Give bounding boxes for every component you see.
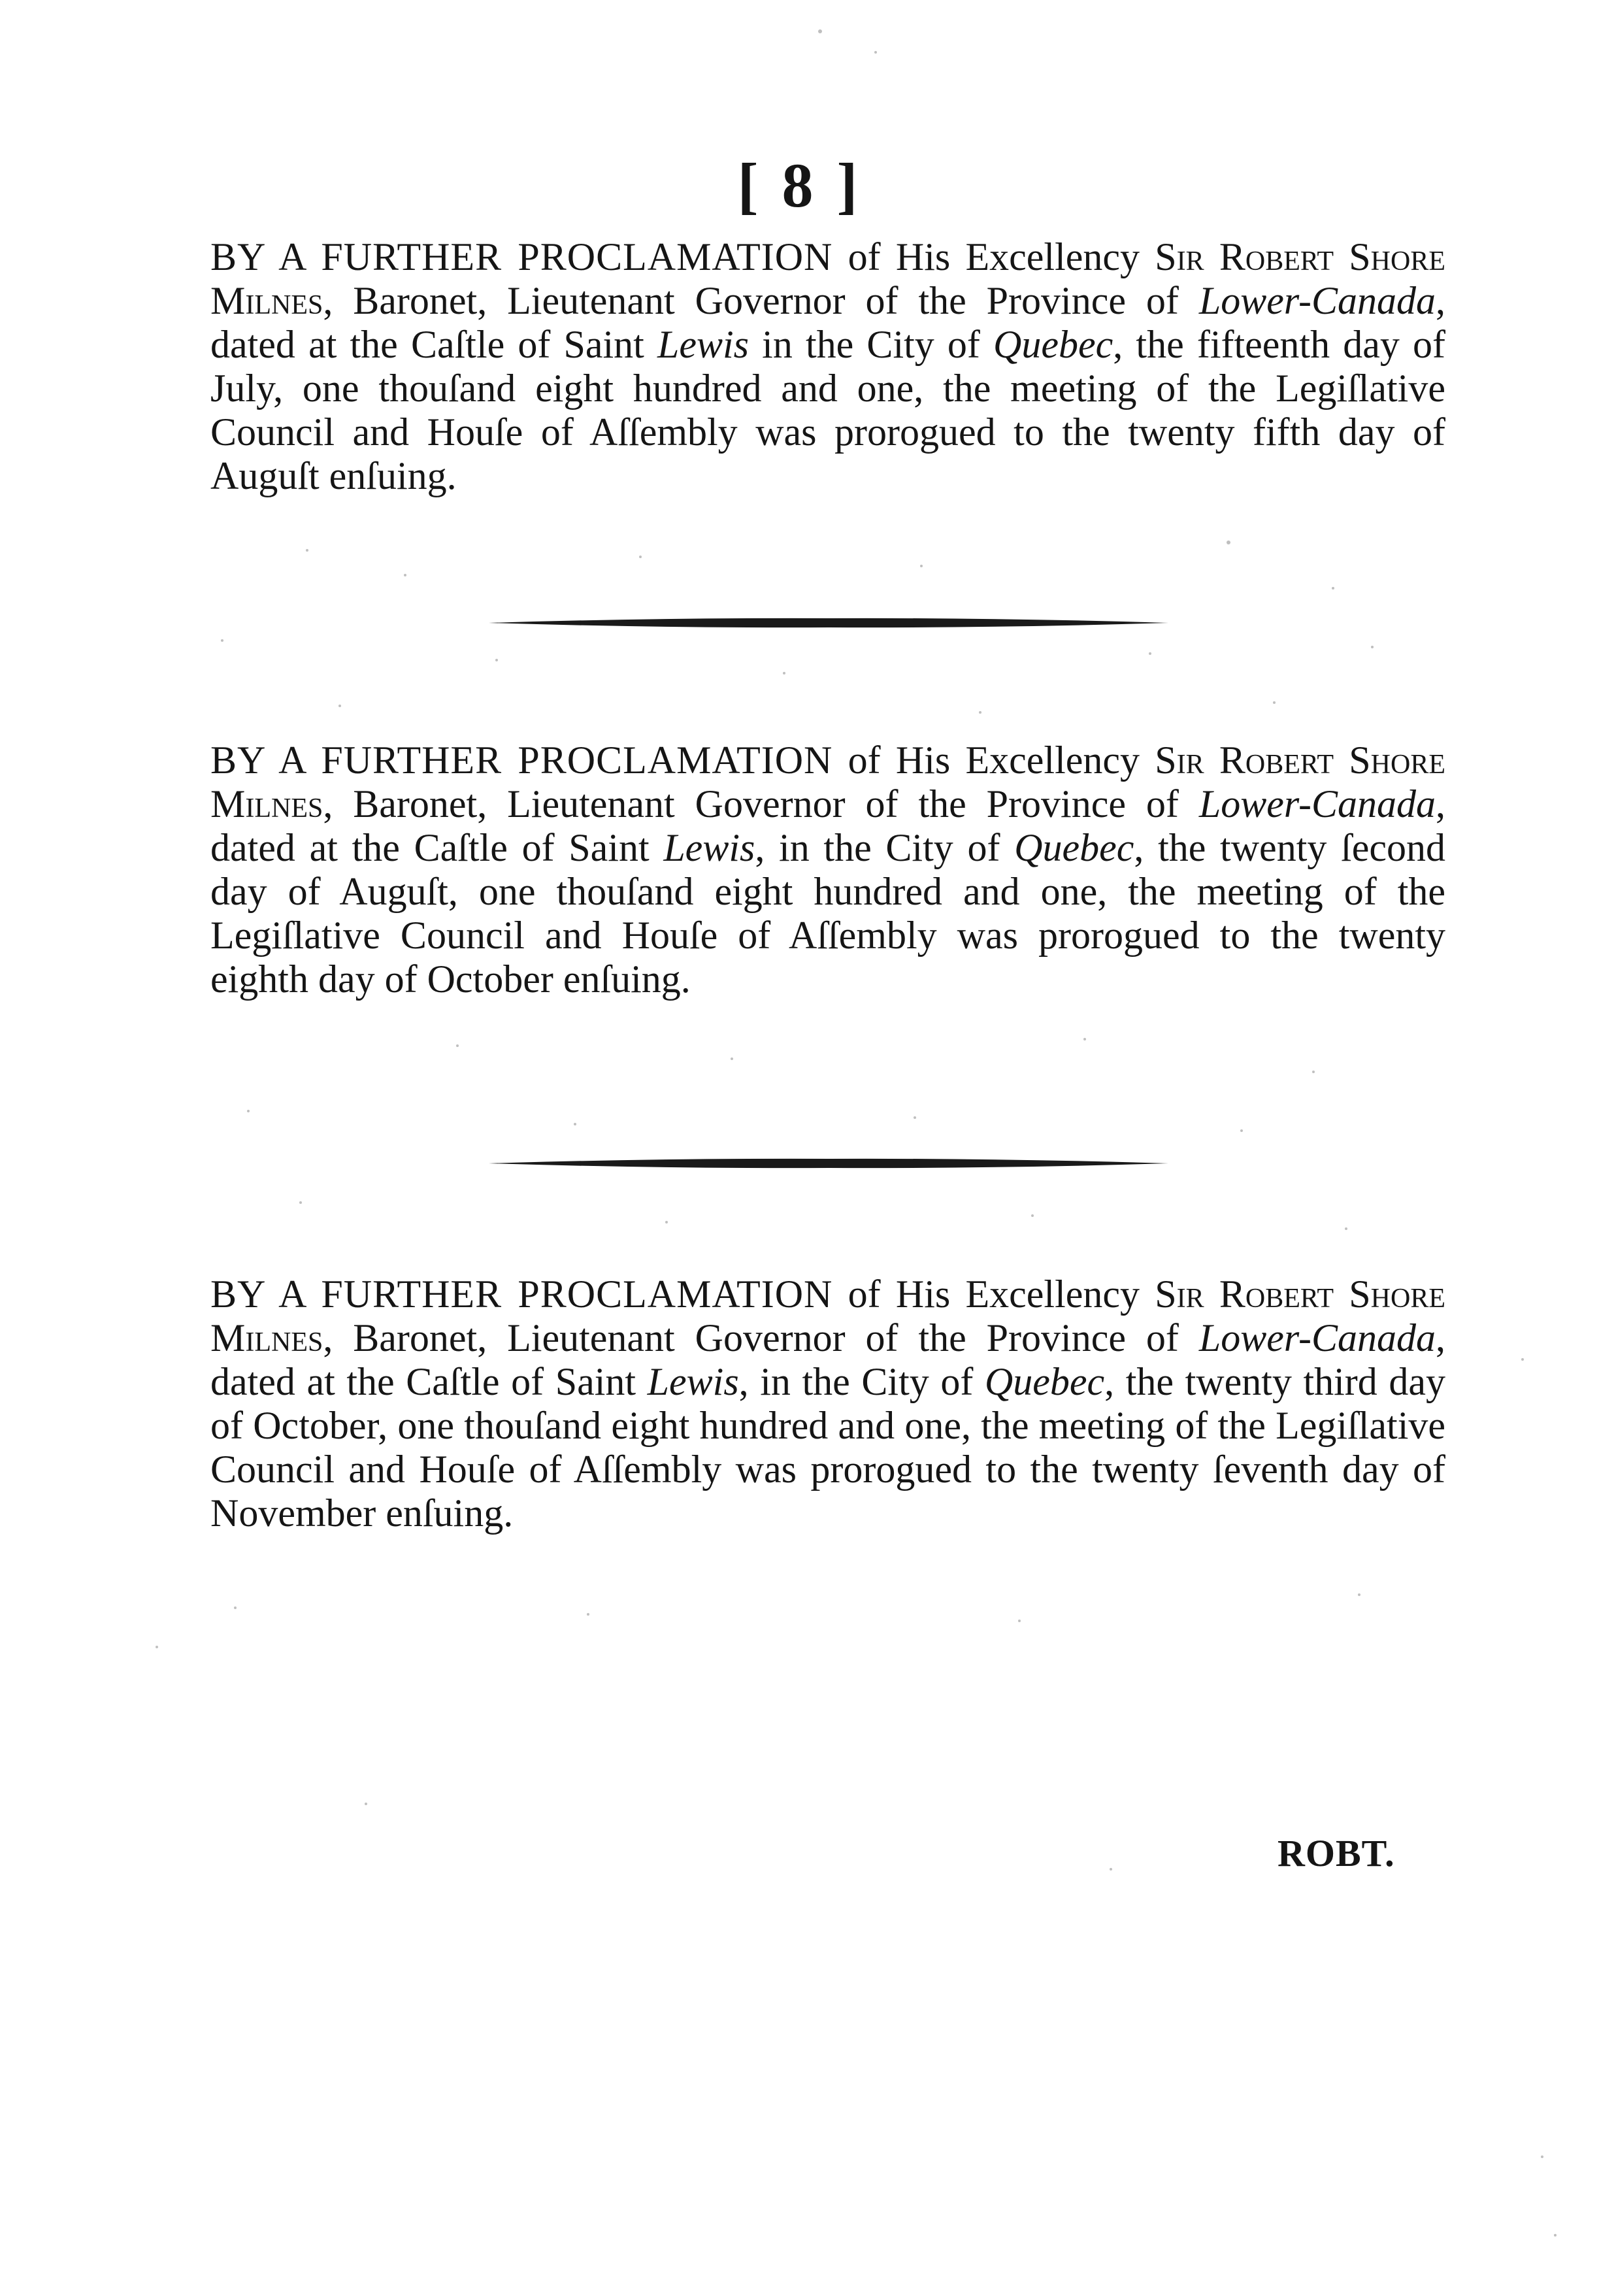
proclamation-1-text-3: , dated at the Caſtle of Saint xyxy=(210,279,1445,366)
proclamation-3-text-2: , Baronet, Lieutenant Governor of the Province of xyxy=(323,1316,1199,1359)
proclamation-3-saint-name: Lewis xyxy=(647,1360,739,1403)
proclamation-1-text-4: in the City of xyxy=(749,323,994,366)
proclamation-2-text-5: , the twenty ſecond day of Auguſt, one thouſand eight hundred and one, the meeting of the Legiſlative Council and Houſe of Aſſembly was prorogued to the twenty eighth day of October enſuing. xyxy=(210,826,1445,1001)
proclamation-2-saint-name: Lewis xyxy=(663,826,755,869)
proclamation-2-text-2: , Baronet, Lieutenant Governor of the Province of xyxy=(323,782,1199,825)
proclamation-2-text-3: , dated at the Caſtle of Saint xyxy=(210,782,1445,869)
proclamation-3 xyxy=(210,1273,1445,1535)
proclamation-2-text-1: of His Excellency xyxy=(832,739,1155,782)
proclamation-1-city: Quebec xyxy=(993,323,1113,366)
page-number: [ 8 ] xyxy=(737,150,862,220)
ornamental-rule-2 xyxy=(489,1158,1168,1169)
proclamation-3-governor-name: Sir Robert Shore Milnes xyxy=(210,1273,1446,1359)
proclamation-2 xyxy=(210,739,1445,1001)
proclamation-2-lead: BY A FURTHER PROCLAMATION xyxy=(210,739,833,782)
proclamation-3-city: Quebec xyxy=(984,1360,1105,1403)
proclamation-1-lead: BY A FURTHER PROCLAMATION xyxy=(210,235,833,278)
proclamation-1-text-5: , the fifteenth day of July, one thouſand eight hundred and one, the meeting of the Legiſlative Council and Houſe of Aſſembly was prorogued to the twenty fifth day of Auguſt enſuing. xyxy=(210,323,1445,497)
proclamation-3-lead: BY A FURTHER PROCLAMATION xyxy=(210,1273,833,1316)
proclamation-2-governor-name: Sir Robert Shore Milnes xyxy=(210,739,1446,825)
proclamation-2-text-4: , in the City of xyxy=(755,826,1015,869)
proclamation-1-saint-name: Lewis xyxy=(657,323,750,366)
proclamation-1-province: Lower-Canada xyxy=(1198,279,1436,322)
proclamation-1-text-1: of His Excellency xyxy=(832,235,1155,278)
ornamental-rule-1 xyxy=(489,618,1168,628)
proclamation-2-city: Quebec xyxy=(1014,826,1134,869)
proclamation-3-text-3: , dated at the Caſtle of Saint xyxy=(210,1316,1445,1403)
proclamation-2-province: Lower-Canada xyxy=(1198,782,1436,825)
proclamation-3-province: Lower-Canada xyxy=(1198,1316,1436,1359)
proclamation-1-text-2: , Baronet, Lieutenant Governor of the Province of xyxy=(323,279,1199,322)
proclamation-3-text-1: of His Excellency xyxy=(832,1273,1155,1316)
proclamation-3-text-5: , the twenty third day of October, one thouſand eight hundred and one, the meeting of the Legiſlative Council and Houſe of Aſſembly was prorogued to the twenty ſeventh day of November enſuing. xyxy=(210,1360,1445,1535)
proclamation-1-governor-name: Sir Robert Shore Milnes xyxy=(210,235,1446,322)
catchword: ROBT. xyxy=(1278,1832,1395,1874)
proclamation-3-text-4: , in the City of xyxy=(738,1360,985,1403)
proclamation-1 xyxy=(210,235,1445,498)
